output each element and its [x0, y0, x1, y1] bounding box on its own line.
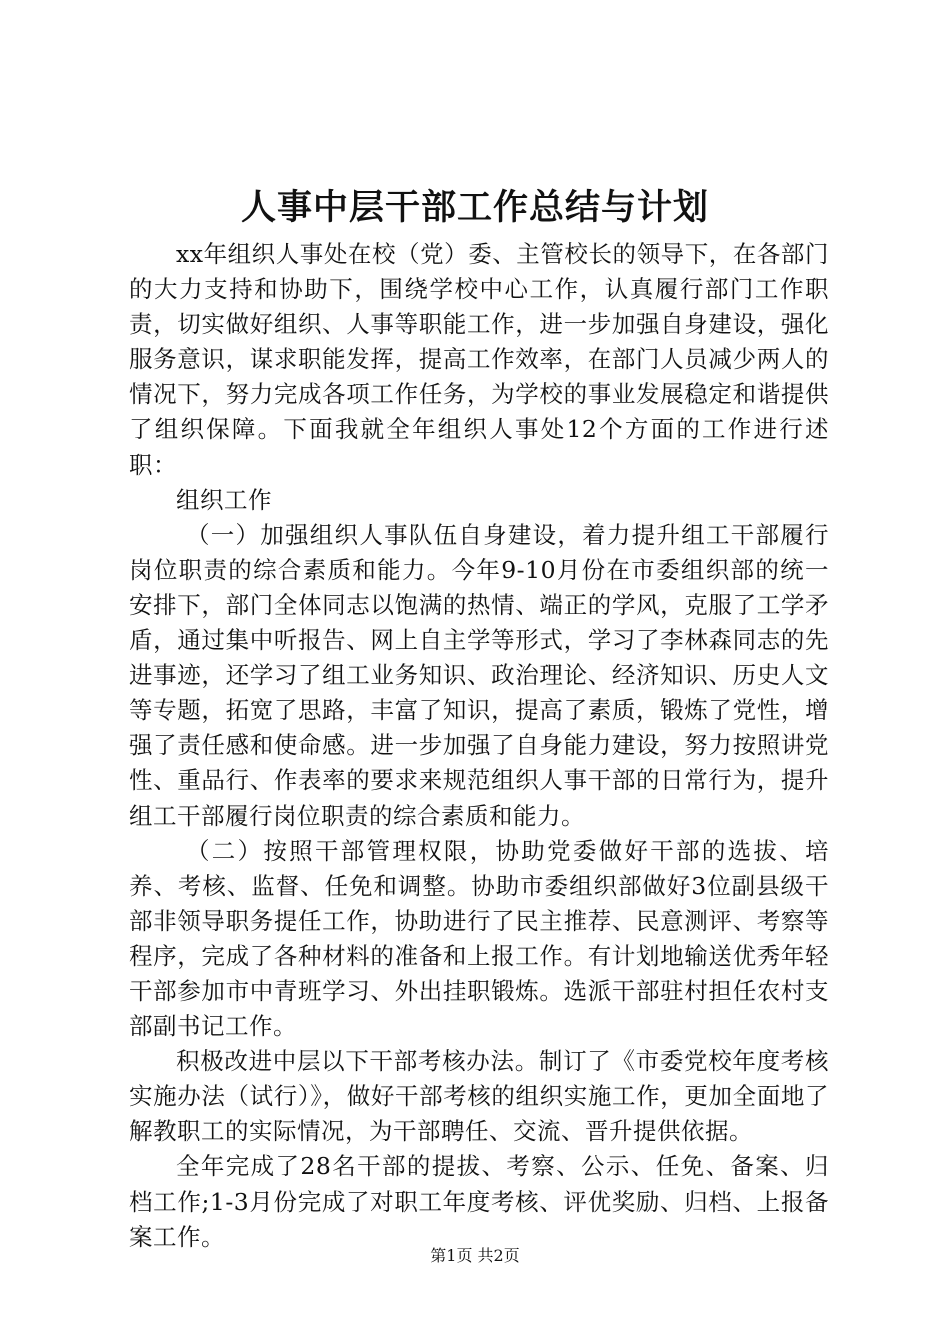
paragraph-item-two: （二）按照干部管理权限，协助党委做好干部的选拔、培养、考核、监督、任免和调整。协助市委组织部做好3位副县级干部非领导职务提任工作，协助进行了民主推荐、民意测评、考察等程序，完成了各种材料的准备和上报工作。有计划地输送优秀年轻干部参加市中青班学习、外出挂职锻炼。选派干部驻村担任农村支部副书记工作。	[129, 836, 829, 1041]
paragraph-intro: xx年组织人事处在校（党）委、主管校长的领导下，在各部门的大力支持和协助下，围绕学校中心工作，认真履行部门工作职责，切实做好组织、人事等职能工作，进一步加强自身建设，强化服务意识，谋求职能发挥，提高工作效率，在部门人员减少两人的情况下，努力完成各项工作任务，为学校的事业发展稳定和谐提供了组织保障。下面我就全年组织人事处12个方面的工作进行述职：	[129, 240, 829, 479]
paragraph-summary: 全年完成了28名干部的提拔、考察、公示、任免、备案、归档工作;1-3月份完成了对职工年度考核、评优奖励、归档、上报备案工作。	[129, 1152, 829, 1251]
paragraph-assessment: 积极改进中层以下干部考核办法。制订了《市委党校年度考核实施办法（试行）》，做好干部考核的组织实施工作，更加全面地了解教职工的实际情况，为干部聘任、交流、晋升提供依据。	[129, 1047, 829, 1146]
document-title: 人事中层干部工作总结与计划	[240, 187, 709, 228]
paragraph-item-one: （一）加强组织人事队伍自身建设，着力提升组工干部履行岗位职责的综合素质和能力。今年9-10月份在市委组织部的统一安排下，部门全体同志以饱满的热情、端正的学风，克服了工学矛盾，通过集中听报告、网上自主学等形式，学习了李林森同志的先进事迹，还学习了组工业务知识、政治理论、经济知识、历史人文等专题，拓宽了思路，丰富了知识，提高了素质，锻炼了党性，增强了责任感和使命感。进一步加强了自身能力建设，努力按照讲党性、重品行、作表率的要求来规范组织人事干部的日常行为，提升组工干部履行岗位职责的综合素质和能力。	[129, 520, 829, 830]
document-body	[129, 237, 829, 1255]
section-heading: 组织工作	[176, 485, 272, 514]
page-number: 第1页 共2页	[430, 1246, 520, 1265]
